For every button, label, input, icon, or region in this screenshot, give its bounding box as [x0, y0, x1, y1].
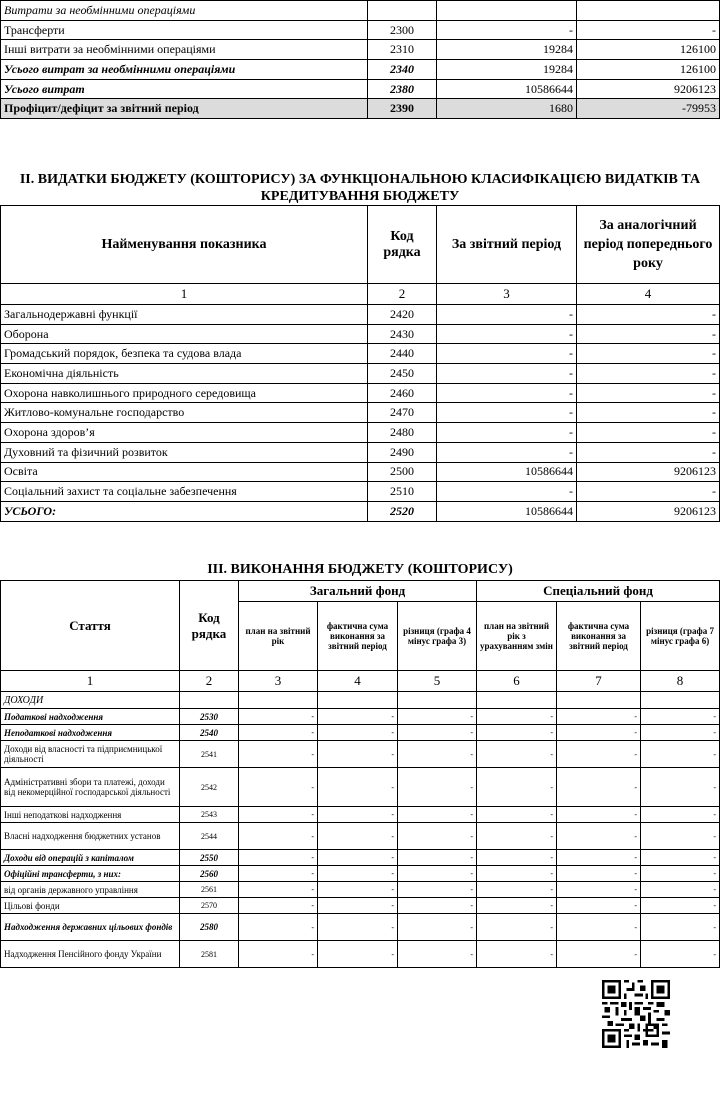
row-name: Трансферти — [1, 20, 368, 40]
income-label: ДОХОДИ — [1, 692, 180, 709]
col-num-1: 1 — [1, 671, 180, 692]
row-code: 2570 — [180, 898, 239, 914]
header-plan-special: план на звітний рік з урахуванням змін — [477, 602, 557, 671]
row-value: - — [557, 850, 641, 866]
row-value: - — [557, 866, 641, 882]
row-value: - — [239, 768, 318, 807]
row-current: 10586644 — [437, 462, 577, 482]
row-value: - — [557, 709, 641, 725]
table-row — [1, 462, 720, 482]
row-value: - — [641, 898, 720, 914]
row-name: Профіцит/дефіцит за звітний період — [1, 99, 368, 119]
row-value: - — [398, 823, 477, 850]
table-row — [1, 40, 720, 60]
row-name: Усього витрат за необмінними операціями — [1, 60, 368, 80]
total-previous: 9206123 — [577, 501, 720, 521]
row-code: 2541 — [180, 741, 239, 768]
functional-classification-table — [0, 205, 720, 522]
expenses-table — [0, 0, 720, 119]
row-value: - — [641, 768, 720, 807]
row-previous: - — [577, 383, 720, 403]
row-value: - — [398, 741, 477, 768]
row-value: - — [641, 823, 720, 850]
table-row — [1, 914, 720, 941]
row-value: - — [318, 741, 398, 768]
header-previous: За аналогічний період попереднього року — [577, 206, 720, 284]
row-value: - — [477, 850, 557, 866]
row-value: - — [239, 850, 318, 866]
row-value: - — [557, 882, 641, 898]
row-value: - — [239, 866, 318, 882]
row-name: Офіційні трансферти, з них: — [1, 866, 180, 882]
row-previous: - — [577, 20, 720, 40]
row-value: - — [398, 866, 477, 882]
row-code: 2530 — [180, 709, 239, 725]
row-value: - — [318, 898, 398, 914]
table-row — [1, 442, 720, 462]
col-num-4: 4 — [577, 284, 720, 305]
row-code: 2561 — [180, 882, 239, 898]
row-code: 2470 — [368, 403, 437, 423]
row-code: 2560 — [180, 866, 239, 882]
row-name: Охорона здоров’я — [1, 423, 368, 443]
table-row — [1, 741, 720, 768]
row-previous: - — [577, 344, 720, 364]
table-row — [1, 383, 720, 403]
row-name: Інші неподаткові надходження — [1, 807, 180, 823]
row-current: - — [437, 423, 577, 443]
header-general-fund: Загальний фонд — [239, 581, 477, 602]
table-row — [1, 768, 720, 807]
row-current: 19284 — [437, 40, 577, 60]
row-code: 2460 — [368, 383, 437, 403]
row-value: - — [641, 850, 720, 866]
row-value: - — [239, 725, 318, 741]
table-row — [1, 364, 720, 384]
row-current: 10586644 — [437, 79, 577, 99]
header-fact-general: фактична сума виконання за звітний період — [318, 602, 398, 671]
row-name: Надходження державних цільових фондів — [1, 914, 180, 941]
header-code: Код рядка — [180, 581, 239, 671]
col-num-3: 3 — [437, 284, 577, 305]
row-value: - — [398, 725, 477, 741]
section3-title: ІІІ. ВИКОНАННЯ БЮДЖЕТУ (КОШТОРИСУ) — [207, 562, 513, 577]
row-value: - — [318, 725, 398, 741]
row-code: 2300 — [368, 20, 437, 40]
row-current: - — [437, 403, 577, 423]
row-value: - — [477, 866, 557, 882]
row-name: Цільові фонди — [1, 898, 180, 914]
table-row — [1, 725, 720, 741]
row-value: - — [398, 898, 477, 914]
row-value: - — [477, 725, 557, 741]
header-current: За звітний період — [437, 206, 577, 284]
row-previous: -79953 — [577, 99, 720, 119]
row-value: - — [239, 898, 318, 914]
row-value: - — [318, 850, 398, 866]
row-name: Надходження Пенсійного фонду України — [1, 941, 180, 968]
table-row — [1, 1, 720, 21]
header-code: Код рядка — [368, 206, 437, 284]
row-code: 2550 — [180, 850, 239, 866]
table-row — [1, 850, 720, 866]
row-previous: 9206123 — [577, 79, 720, 99]
row-value: - — [398, 709, 477, 725]
row-code: 2430 — [368, 324, 437, 344]
col-num-8: 8 — [641, 671, 720, 692]
row-value: - — [318, 807, 398, 823]
row-name: Витрати за необмінними операціями — [1, 1, 368, 21]
row-value: - — [239, 823, 318, 850]
row-name: від органів державного управління — [1, 882, 180, 898]
table-row — [1, 20, 720, 40]
row-name: Адміністративні збори та платежі, доходи від некомерційної господарської діяльності — [1, 768, 180, 807]
row-value: - — [477, 741, 557, 768]
row-value: - — [398, 882, 477, 898]
row-current: - — [437, 383, 577, 403]
header-plan-general: план на звітний рік — [239, 602, 318, 671]
header-special-fund: Спеціальний фонд — [477, 581, 720, 602]
table-row — [1, 423, 720, 443]
row-name: Загальнодержавні функції — [1, 305, 368, 325]
row-value: - — [557, 823, 641, 850]
header-name: Найменування показника — [1, 206, 368, 284]
row-code: 2340 — [368, 60, 437, 80]
row-value: - — [557, 941, 641, 968]
row-value: - — [239, 941, 318, 968]
row-value: - — [477, 882, 557, 898]
row-previous: - — [577, 403, 720, 423]
row-previous: - — [577, 305, 720, 325]
row-code: 2390 — [368, 99, 437, 119]
row-value: - — [641, 709, 720, 725]
table-row — [1, 79, 720, 99]
row-value: - — [239, 709, 318, 725]
row-value: - — [398, 807, 477, 823]
row-value: - — [557, 768, 641, 807]
row-value: - — [477, 768, 557, 807]
row-current: - — [437, 20, 577, 40]
row-previous: 126100 — [577, 60, 720, 80]
total-name: УСЬОГО: — [1, 501, 368, 521]
row-previous — [577, 1, 720, 21]
row-name: Громадський порядок, безпека та судова влада — [1, 344, 368, 364]
row-current: - — [437, 305, 577, 325]
header-fact-special: фактична сума виконання за звітний період — [557, 602, 641, 671]
row-current — [437, 1, 577, 21]
row-code: 2380 — [368, 79, 437, 99]
row-current: 1680 — [437, 99, 577, 119]
table-row — [1, 941, 720, 968]
row-code: 2510 — [368, 482, 437, 502]
row-name: Власні надходження бюджетних установ — [1, 823, 180, 850]
row-value: - — [641, 941, 720, 968]
row-name: Доходи від власності та підприємницької діяльності — [1, 741, 180, 768]
header-article: Стаття — [1, 581, 180, 671]
row-code: 2543 — [180, 807, 239, 823]
row-value: - — [318, 882, 398, 898]
row-code: 2544 — [180, 823, 239, 850]
row-code: 2540 — [180, 725, 239, 741]
row-code — [368, 1, 437, 21]
row-name: Оборона — [1, 324, 368, 344]
col-num-7: 7 — [557, 671, 641, 692]
table-row — [1, 99, 720, 119]
table-row — [1, 866, 720, 882]
row-value: - — [641, 807, 720, 823]
row-value: - — [477, 807, 557, 823]
row-code: 2500 — [368, 462, 437, 482]
row-name: Соціальний захист та соціальне забезпечення — [1, 482, 368, 502]
col-num-6: 6 — [477, 671, 557, 692]
row-current: - — [437, 364, 577, 384]
row-previous: 126100 — [577, 40, 720, 60]
row-value: - — [641, 914, 720, 941]
budget-execution-table — [0, 580, 720, 968]
row-previous: - — [577, 364, 720, 384]
row-value: - — [641, 882, 720, 898]
row-value: - — [318, 866, 398, 882]
row-name: Духовний та фізичний розвиток — [1, 442, 368, 462]
row-value: - — [641, 866, 720, 882]
row-value: - — [318, 709, 398, 725]
row-value: - — [318, 823, 398, 850]
total-code: 2520 — [368, 501, 437, 521]
row-value: - — [477, 941, 557, 968]
row-value: - — [318, 768, 398, 807]
table-row — [1, 305, 720, 325]
row-code: 2450 — [368, 364, 437, 384]
section2-title-line2: КРЕДИТУВАННЯ БЮДЖЕТУ — [260, 189, 460, 204]
row-name: Освіта — [1, 462, 368, 482]
row-code: 2310 — [368, 40, 437, 60]
row-value: - — [641, 741, 720, 768]
row-value: - — [557, 914, 641, 941]
col-num-3: 3 — [239, 671, 318, 692]
row-value: - — [239, 807, 318, 823]
section2-title — [0, 171, 720, 205]
qr-code — [602, 980, 670, 1048]
row-value: - — [398, 914, 477, 941]
table-row — [1, 898, 720, 914]
row-value: - — [477, 898, 557, 914]
col-num-2: 2 — [368, 284, 437, 305]
col-num-2: 2 — [180, 671, 239, 692]
row-value: - — [557, 898, 641, 914]
row-code: 2580 — [180, 914, 239, 941]
table-row — [1, 344, 720, 364]
row-name: Податкові надходження — [1, 709, 180, 725]
table-row — [1, 482, 720, 502]
row-name: Житлово-комунальне господарство — [1, 403, 368, 423]
col-num-1: 1 — [1, 284, 368, 305]
row-code: 2420 — [368, 305, 437, 325]
row-name: Економічна діяльність — [1, 364, 368, 384]
row-current: 19284 — [437, 60, 577, 80]
table-row — [1, 882, 720, 898]
row-code: 2440 — [368, 344, 437, 364]
row-code: 2480 — [368, 423, 437, 443]
row-previous: - — [577, 423, 720, 443]
row-name: Неподаткові надходження — [1, 725, 180, 741]
row-value: - — [398, 768, 477, 807]
row-value: - — [477, 823, 557, 850]
table-row — [1, 807, 720, 823]
row-current: - — [437, 344, 577, 364]
col-num-5: 5 — [398, 671, 477, 692]
header-diff-special: різниця (графа 7 мінус графа 6) — [641, 602, 720, 671]
row-code: 2542 — [180, 768, 239, 807]
row-value: - — [557, 807, 641, 823]
row-value: - — [239, 741, 318, 768]
row-value: - — [477, 709, 557, 725]
row-name: Інші витрати за необмінними операціями — [1, 40, 368, 60]
col-num-4: 4 — [318, 671, 398, 692]
row-value: - — [477, 914, 557, 941]
row-current: - — [437, 324, 577, 344]
row-value: - — [641, 725, 720, 741]
row-value: - — [557, 741, 641, 768]
row-current: - — [437, 442, 577, 462]
total-current: 10586644 — [437, 501, 577, 521]
row-name: Доходи від операцій з капіталом — [1, 850, 180, 866]
row-code: 2490 — [368, 442, 437, 462]
table-row — [1, 403, 720, 423]
table-row — [1, 60, 720, 80]
row-value: - — [318, 941, 398, 968]
row-name: Усього витрат — [1, 79, 368, 99]
table-row — [1, 823, 720, 850]
row-current: - — [437, 482, 577, 502]
row-value: - — [318, 914, 398, 941]
row-previous: - — [577, 442, 720, 462]
row-name: Охорона навколишнього природного середовища — [1, 383, 368, 403]
table-row — [1, 324, 720, 344]
row-code: 2581 — [180, 941, 239, 968]
row-previous: - — [577, 324, 720, 344]
row-previous: 9206123 — [577, 462, 720, 482]
row-value: - — [239, 882, 318, 898]
table-row — [1, 709, 720, 725]
section2-title-line1: ІІ. ВИДАТКИ БЮДЖЕТУ (КОШТОРИСУ) ЗА ФУНКЦІОНАЛЬНОЮ КЛАСИФІКАЦІЄЮ ВИДАТКІВ ТА — [19, 172, 701, 187]
header-diff-general: різниця (графа 4 мінус графа 3) — [398, 602, 477, 671]
row-value: - — [239, 914, 318, 941]
row-value: - — [398, 850, 477, 866]
row-value: - — [398, 941, 477, 968]
row-previous: - — [577, 482, 720, 502]
row-value: - — [557, 725, 641, 741]
